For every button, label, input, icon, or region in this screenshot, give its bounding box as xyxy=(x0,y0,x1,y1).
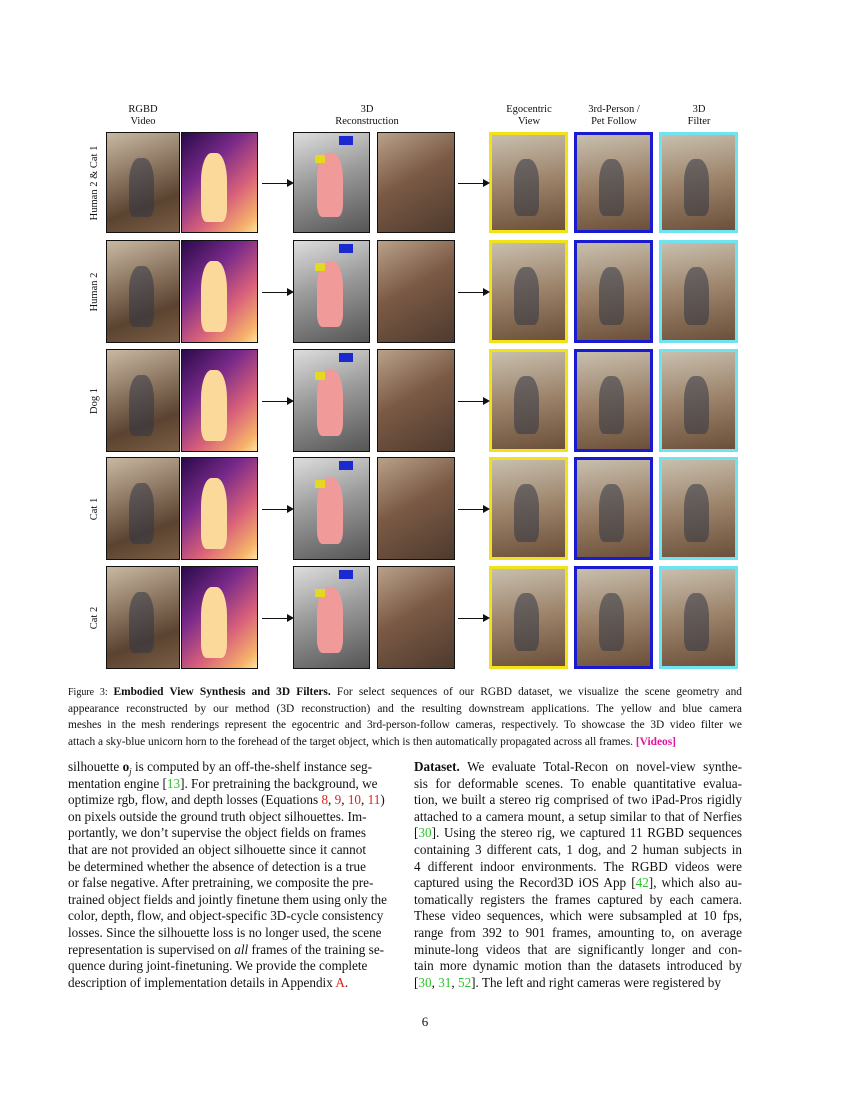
citation-link[interactable]: 52 xyxy=(457,974,472,990)
text: ]. The left and right cameras were registered by xyxy=(471,974,721,990)
paragraph-line xyxy=(68,924,382,942)
paragraph-line xyxy=(414,942,742,959)
citation-link[interactable]: 31 xyxy=(438,974,452,990)
text: losses. Since the silhouette loss is no longer used, the scene xyxy=(68,924,382,940)
subject xyxy=(514,376,540,434)
column-header-line: View xyxy=(517,116,541,127)
paragraph-line xyxy=(414,892,742,909)
column-header-line: RGBD xyxy=(128,104,158,115)
text: ) xyxy=(380,792,385,808)
mesh-rendering xyxy=(293,566,370,669)
subject xyxy=(684,593,710,651)
subject xyxy=(129,592,154,653)
citation-link[interactable]: 30 xyxy=(418,974,432,990)
text: attach a sky-blue unicorn horn to the forehead of the target object, which is then automatically propagated across all frames. xyxy=(68,735,636,748)
text: , xyxy=(431,974,439,990)
paragraph-line xyxy=(414,875,742,892)
paragraph-line xyxy=(414,759,742,776)
text: or false negative. After pretraining, we composite the pre- xyxy=(68,875,374,891)
left-column-text xyxy=(68,759,387,991)
paragraph-line xyxy=(68,891,387,909)
bold-text: Embodied View Synthesis and 3D Filters. xyxy=(113,686,331,698)
citation-link[interactable]: 30 xyxy=(418,825,432,841)
third-person-camera-mesh xyxy=(339,136,353,145)
row-label: Human 2 & Cat 1 xyxy=(89,145,100,220)
filter-view xyxy=(659,349,738,452)
paragraph-line xyxy=(414,925,742,942)
paragraph-line xyxy=(414,792,742,809)
subject xyxy=(684,484,710,542)
third-person-view xyxy=(574,240,653,343)
text: be determined whether the absence of detection is a true xyxy=(68,858,366,874)
third-person-view xyxy=(574,349,653,452)
text: ], which also au- xyxy=(648,875,743,891)
caption-line xyxy=(68,701,742,717)
subject xyxy=(129,375,154,436)
depth-frame xyxy=(181,240,258,343)
reconstruction-rendering xyxy=(377,240,455,343)
depth-frame xyxy=(181,349,258,452)
text: portantly, we don’t supervise the object fields on frames xyxy=(68,825,366,841)
column-header-line: 3D xyxy=(360,104,374,115)
text: representation is supervised on xyxy=(68,941,235,957)
text: silhouette xyxy=(68,759,123,774)
text: that are not provided an object silhouette since it cannot xyxy=(68,841,366,857)
egocentric-view xyxy=(489,132,568,233)
subject-silhouette xyxy=(201,478,227,549)
text: mentation engine [ xyxy=(68,775,167,791)
subject xyxy=(129,158,154,217)
reconstruction-rendering xyxy=(377,132,455,233)
text: tomatically registers the frames captured by each camera. xyxy=(414,891,742,907)
filter-view xyxy=(659,457,738,560)
text: [ xyxy=(414,825,419,841)
arrow-icon xyxy=(262,618,292,619)
text: meshes in the mesh renderings represent the egocentric and 3rd-person-follow cameras, respectively. To showcase the 3D video filter we xyxy=(68,719,742,732)
mesh-rendering xyxy=(293,132,370,233)
subject xyxy=(599,484,625,542)
row-label: Human 2 xyxy=(89,272,100,311)
subject-silhouette xyxy=(201,261,227,332)
paragraph-line xyxy=(68,809,366,826)
videos-link[interactable]: [Videos] xyxy=(635,735,676,748)
subject xyxy=(599,376,625,434)
subject-silhouette xyxy=(201,153,227,222)
subject xyxy=(599,267,625,325)
row-label: Dog 1 xyxy=(89,387,100,414)
subject xyxy=(684,159,710,216)
text: quence during joint-finetuning. We provide the complete xyxy=(68,958,368,974)
paragraph-line xyxy=(414,842,742,859)
depth-frame xyxy=(181,132,258,233)
arrow-icon xyxy=(458,292,488,293)
paragraph-line xyxy=(68,859,366,876)
paragraph-line xyxy=(414,825,742,842)
row-label: Cat 1 xyxy=(89,497,100,520)
rgb-frame xyxy=(106,566,180,669)
text: These video sequences, which were subsampled at 10 fps, xyxy=(414,908,742,924)
paragraph-line xyxy=(414,975,742,992)
column-header-line: 3rd-Person / xyxy=(588,104,640,115)
third-person-camera-mesh xyxy=(339,244,353,253)
row-label: Cat 2 xyxy=(89,606,100,629)
text: minute-long videos that are significantly longer and con- xyxy=(414,941,742,957)
text: 4 different indoor environments. The RGBD videos were xyxy=(414,858,742,874)
text: attached to a camera mount, a setup similar to that of Nerfies xyxy=(414,808,742,824)
citation-link[interactable]: 10 xyxy=(347,792,362,808)
egocentric-camera-mesh xyxy=(315,263,325,271)
depth-frame xyxy=(181,566,258,669)
text: , xyxy=(451,974,458,990)
subject-silhouette xyxy=(201,587,227,658)
paragraph-line xyxy=(414,809,742,826)
text: captured using the Record3D iOS App [ xyxy=(414,875,636,891)
paragraph-line xyxy=(68,775,378,793)
text: trained object fields and jointly finetune them using only the xyxy=(68,891,387,907)
citation-link[interactable]: 42 xyxy=(635,875,649,891)
text: , xyxy=(328,792,335,808)
third-person-camera-mesh xyxy=(339,461,353,470)
text: For select sequences of our RGBD dataset, we visualize the scene geometry and xyxy=(330,686,742,698)
mesh-rendering xyxy=(293,457,370,560)
filter-view xyxy=(659,240,738,343)
text: ]. Using the stereo rig, we captured 11 RGBD sequences xyxy=(431,825,742,841)
text: is computed by an off-the-shelf instance seg- xyxy=(131,759,373,774)
column-header-line: Pet Follow xyxy=(591,116,637,127)
column-header-line: 3D xyxy=(692,104,706,115)
egocentric-view xyxy=(489,240,568,343)
arrow-icon xyxy=(458,183,488,184)
column-header-line: Reconstruction xyxy=(335,116,399,127)
subject xyxy=(514,267,540,325)
text: [ xyxy=(414,974,419,990)
subject xyxy=(599,159,625,216)
third-person-view xyxy=(574,457,653,560)
column-header-line: Egocentric xyxy=(506,104,552,115)
egocentric-camera-mesh xyxy=(315,372,325,380)
paragraph-line xyxy=(68,842,366,859)
subject-silhouette xyxy=(201,370,227,441)
column-header xyxy=(93,104,193,128)
subject xyxy=(514,484,540,542)
paragraph-line xyxy=(68,941,385,959)
text: . xyxy=(344,974,349,990)
subject xyxy=(514,593,540,651)
math-subscript: j xyxy=(129,766,132,777)
subject xyxy=(514,159,540,216)
egocentric-camera-mesh xyxy=(315,480,325,488)
arrow-icon xyxy=(262,509,292,510)
subject xyxy=(684,376,710,434)
page-number: 6 xyxy=(421,1014,429,1029)
paragraph-line xyxy=(414,859,742,876)
text: We evaluate Total-Recon on novel-view synthe- xyxy=(459,759,742,774)
text: sis for deformable scenes. To enable quantitative evalua- xyxy=(414,775,742,791)
citation-link[interactable]: 11 xyxy=(367,792,381,808)
caption-line xyxy=(68,734,742,750)
paragraph-line xyxy=(414,776,742,793)
egocentric-camera-mesh xyxy=(315,589,325,597)
paragraph-line xyxy=(68,875,374,892)
citation-link[interactable]: 9 xyxy=(334,792,342,808)
column-header xyxy=(649,104,749,128)
mesh-rendering xyxy=(293,240,370,343)
third-person-view xyxy=(574,132,653,233)
arrow-icon xyxy=(458,401,488,402)
mesh-rendering xyxy=(293,349,370,452)
reconstruction-rendering xyxy=(377,349,455,452)
text: tain more dynamic motion than the datasets introduced by xyxy=(414,958,742,974)
paragraph-line xyxy=(414,908,742,925)
egocentric-view xyxy=(489,349,568,452)
egocentric-camera-mesh xyxy=(315,155,325,163)
text: ]. For pretraining the background, we xyxy=(180,775,378,791)
text: color, depth, flow, and object-specific 3D-cycle consistency xyxy=(68,908,384,924)
text: description of implementation details in Appendix xyxy=(68,974,336,990)
reconstruction-rendering xyxy=(377,457,455,560)
caption-line xyxy=(68,684,742,701)
bold-text: Dataset. xyxy=(414,759,460,774)
third-person-camera-mesh xyxy=(339,353,353,362)
text: tion, we built a stereo rig comprised of two iPad-Pros rigidly xyxy=(414,792,742,808)
filter-view xyxy=(659,132,738,233)
paragraph-line xyxy=(68,825,366,842)
subject xyxy=(129,266,154,327)
rgb-frame xyxy=(106,457,180,560)
text: , xyxy=(341,792,348,808)
arrow-icon xyxy=(262,401,292,402)
italic-text: all xyxy=(234,941,249,957)
rgb-frame xyxy=(106,132,180,233)
text: containing 3 different cats, 1 dog, and 2 human subjects in xyxy=(414,841,742,857)
text: on pixels outside the ground truth object silhouettes. Im- xyxy=(68,808,367,824)
figure-caption xyxy=(68,684,742,750)
math-variable: o xyxy=(122,759,130,774)
arrow-icon xyxy=(458,618,488,619)
filter-view xyxy=(659,566,738,669)
egocentric-view xyxy=(489,566,568,669)
column-header-line: Video xyxy=(130,116,156,127)
right-column-text xyxy=(414,759,742,991)
citation-link[interactable]: A xyxy=(335,974,345,990)
text: range from 392 to 901 frames, amounting to, on average xyxy=(414,924,742,940)
column-header-line: Filter xyxy=(687,116,711,127)
arrow-icon xyxy=(262,183,292,184)
paragraph-line xyxy=(68,975,366,992)
paragraph-line xyxy=(414,958,742,975)
citation-link[interactable]: 13 xyxy=(166,775,181,791)
subject xyxy=(684,267,710,325)
egocentric-view xyxy=(489,457,568,560)
rgb-frame xyxy=(106,349,180,452)
column-header xyxy=(317,104,417,128)
caption-line xyxy=(68,717,742,733)
paragraph-line xyxy=(68,958,366,975)
figure-label: Figure 3: xyxy=(68,687,114,698)
rgb-frame xyxy=(106,240,180,343)
paragraph-line xyxy=(68,759,373,777)
text: appearance reconstructed by our method (3D reconstruction) and the resulting downstream applications. The yellow and blue camera xyxy=(68,703,742,716)
arrow-icon xyxy=(458,509,488,510)
text: frames of the training se- xyxy=(248,941,385,957)
third-person-view xyxy=(574,566,653,669)
reconstruction-rendering xyxy=(377,566,455,669)
citation-link[interactable]: 8 xyxy=(321,792,329,808)
paragraph-line xyxy=(68,792,385,809)
paragraph-line xyxy=(68,908,384,925)
subject xyxy=(129,483,154,544)
subject xyxy=(599,593,625,651)
depth-frame xyxy=(181,457,258,560)
text: optimize rgb, flow, and depth losses (Equations xyxy=(68,792,322,808)
arrow-icon xyxy=(262,292,292,293)
text: , xyxy=(361,792,368,808)
third-person-camera-mesh xyxy=(339,570,353,579)
